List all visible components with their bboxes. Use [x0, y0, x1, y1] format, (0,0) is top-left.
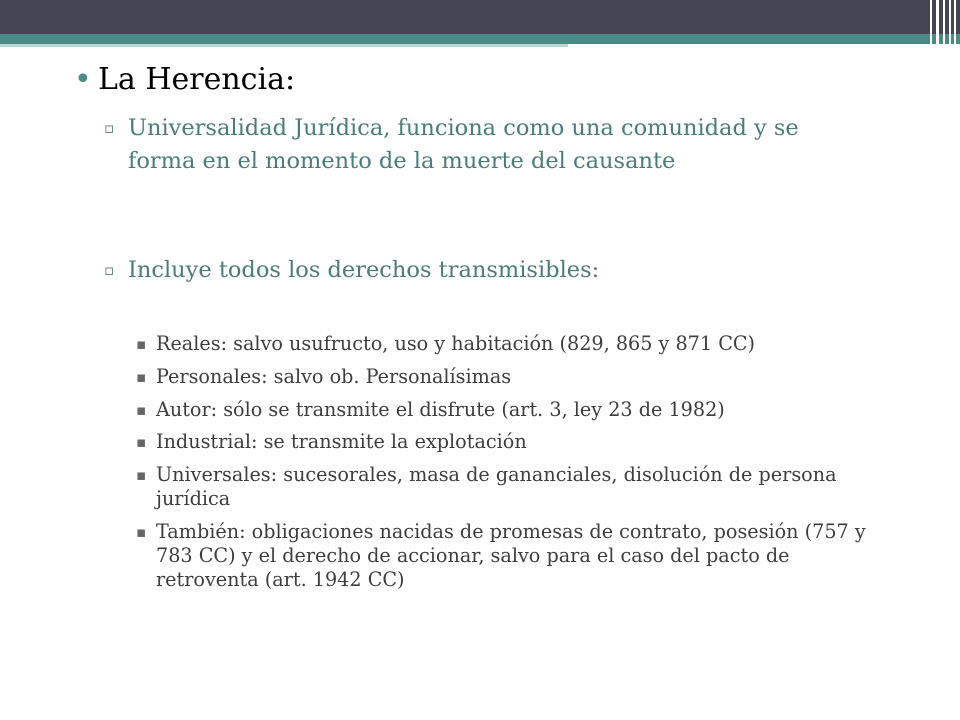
subpoint	[104, 254, 844, 287]
list-item	[136, 365, 896, 389]
list-item	[136, 520, 896, 592]
small-square-bullet-icon: ▪	[136, 368, 147, 386]
list-item	[136, 430, 896, 454]
list-item-text: Universales: sucesorales, masa de gananciales, disolución de persona jurídica	[156, 463, 837, 510]
square-outline-bullet-icon: ▫	[104, 119, 115, 137]
title-text: La Herencia:	[98, 62, 296, 97]
list-item	[136, 332, 896, 356]
list-item-text: Autor: sólo se transmite el disfrute (art. 3, ley 23 de 1982)	[156, 398, 725, 421]
small-square-bullet-icon: ▪	[136, 433, 147, 451]
square-outline-bullet-icon: ▫	[104, 261, 115, 279]
list-item	[136, 463, 896, 511]
list-item	[136, 398, 896, 422]
small-square-bullet-icon: ▪	[136, 401, 147, 419]
subpoint-text: Incluye todos los derechos transmisibles:	[128, 257, 600, 283]
list-item-text: Personales: salvo ob. Personalísimas	[156, 365, 512, 388]
small-square-bullet-icon: ▪	[136, 466, 147, 484]
small-square-bullet-icon: ▪	[136, 335, 147, 353]
round-bullet-icon: •	[74, 62, 92, 97]
small-square-bullet-icon: ▪	[136, 523, 147, 541]
list-item-text: Reales: salvo usufructo, uso y habitación (829, 865 y 871 CC)	[156, 332, 756, 355]
list-item-text: Industrial: se transmite la explotación	[156, 430, 527, 453]
subpoint-text: Universalidad Jurídica, funciona como una comunidad y se forma en el momento de la muerte del causante	[128, 115, 799, 174]
list-item-text: También: obligaciones nacidas de promesas de contrato, posesión (757 y 783 CC) y el derecho de accionar, salvo para el caso del pacto de retroventa (art. 1942 CC)	[156, 520, 866, 591]
subpoint	[104, 112, 844, 178]
